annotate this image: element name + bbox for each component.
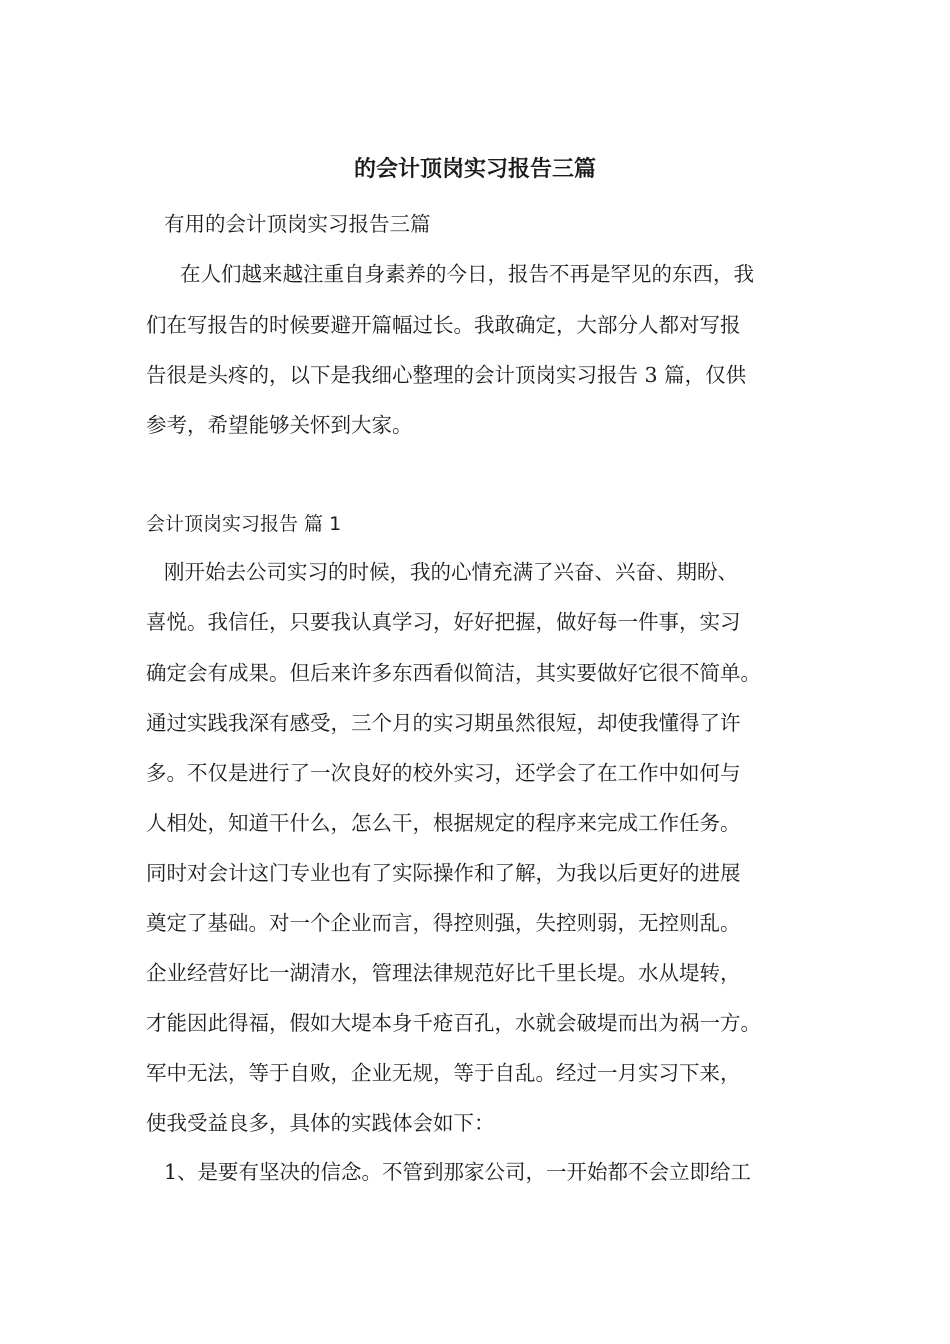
body-line: 才能因此得福，假如大堤本身千疮百孔，水就会破堤而出为祸一方。 — [146, 1011, 761, 1035]
body-line: 通过实践我深有感受，三个月的实习期虽然很短，却使我懂得了许 — [146, 711, 741, 735]
body-line: 人相处，知道干什么，怎么干，根据规定的程序来完成工作任务。 — [146, 811, 741, 835]
body-line: 确定会有成果。但后来许多东西看似简洁，其实要做好它很不简单。 — [146, 661, 761, 685]
body-line: 喜悦。我信任，只要我认真学习，好好把握，做好每一件事，实习 — [146, 610, 741, 634]
body-line: 奠定了基础。对一个企业而言，得控则强，失控则弱，无控则乱。 — [146, 911, 741, 935]
intro-line: 在人们越来越注重自身素养的今日，报告不再是罕见的东西，我 — [180, 262, 754, 286]
document-subtitle: 有用的会计顶岗实习报告三篇 — [164, 212, 431, 236]
section-heading: 会计顶岗实习报告 篇 1 — [146, 513, 342, 535]
body-line: 多。不仅是进行了一次良好的校外实习，还学会了在工作中如何与 — [146, 761, 741, 785]
body-line: 同时对会计这门专业也有了实际操作和了解，为我以后更好的进展 — [146, 861, 741, 885]
body-line: 刚开始去公司实习的时候，我的心情充满了兴奋、兴奋、期盼、 — [164, 560, 738, 584]
numbered-point: 1、是要有坚决的信念。不管到那家公司，一开始都不会立即给工 — [164, 1160, 752, 1184]
intro-line: 参考，希望能够关怀到大家。 — [146, 413, 413, 437]
intro-line: 们在写报告的时候要避开篇幅过长。我敢确定，大部分人都对写报 — [146, 313, 741, 337]
body-line: 企业经营好比一湖清水，管理法律规范好比千里长堤。水从堤转， — [146, 961, 741, 985]
intro-line: 告很是头疼的，以下是我细心整理的会计顶岗实习报告 3 篇，仅供 — [146, 363, 747, 387]
body-line: 使我受益良多，具体的实践体会如下： — [146, 1111, 495, 1135]
document-title: 的会计顶岗实习报告三篇 — [353, 156, 596, 182]
body-line: 军中无法，等于自败，企业无规，等于自乱。经过一月实习下来， — [146, 1061, 741, 1085]
